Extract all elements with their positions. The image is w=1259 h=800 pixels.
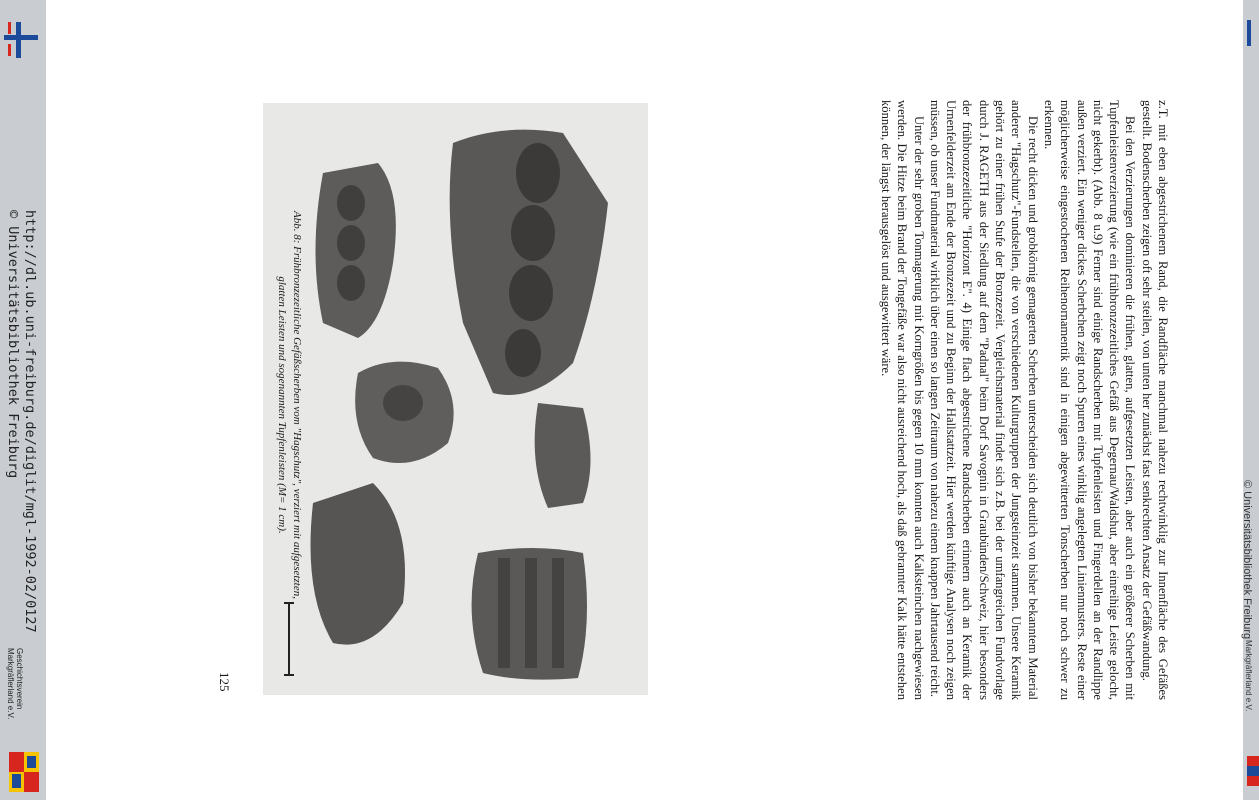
side-logo-text — [6, 648, 24, 719]
right-logo-icon — [1243, 18, 1259, 48]
document-page — [46, 0, 1243, 800]
figure-caption — [274, 145, 304, 665]
paragraph-3: Die recht dicken und grobkörnig gemagerten Scherben unterscheiden sich deutlich von bisher bekanntem Material anderer "Hagschutz"-Fundstellen, die von verschiedenen Kulturgruppen der Jungsteinzeit stammen. Unsere Keramik gehört zu einer frühen Stufe der Bronzezeit. Vergleichsmaterial findet sich z.B. bei der umfangreichen Fundvorlage durch J. RAGETH aus der Siedlung auf dem "Padnal" beim Dorf Savognin in Graubünden/Schweiz, hier besonders der frühbronzezeitliche "Horizont E". 4) Einige flach abgestrichene Randscherben erinnern auch an Keramik der Urnenfelderzeit am Ende der Bronzezeit und zu Beginn der Hallstattzeit. Hier werden künftige Analysen noch zeigen müssen, ob unser Fundmaterial wirklich über einen so langen Zeitraum von nahezu einem knappen Jahrtausend reicht. — [927, 100, 1040, 700]
logo-line-1: Geschichtsverein — [15, 648, 24, 710]
body-text — [878, 100, 1171, 700]
paragraph-4: Unter der sehr groben Tonmagerung mit Korngrößen bis gegen 10 mm konnten auch Kalksteinchen nachgewiesen werden. Die Hitze beim Brand der Tongefäße war also nicht ausreichend hoch, als daß gebrannter Kalk hätte entstehen können, der längst herausgelöst und ausgewittert wäre. — [878, 100, 926, 700]
paragraph-2: Bei den Verzierungen dominieren die frühen, glatten, aufgesetzten Leisten, aber auch ein größerer Scherben mit Tupfenleistenverzierung (wie ein frühbronzezeitliches Gefäß aus Degernau/Waldshut, aber einreihige Leiste gelocht, nicht gekerbt). (Abb. 8 u.9) Ferner sind einige Randscherben mit Tupfenleisten und Fingerdellen an der Randlippe außen verziert. Ein weniger dickes Scherbchen zeigt noch Spuren eines winklig angelegten Linienmusters. Reste einer möglicherweise eingestochenen Reihenornamentik sind in einigen abgewitterten Tonscherben nur noch schwer zu erkennen. — [1041, 100, 1138, 700]
paragraph-1: z.T. mit eben abgestrichenem Rand, die Randfläche manchmal nahezu rechtwinklig zur Innenfläche des Gefäßes gestellt. Bodenscherben zeigen oft sehr steilen, von unten her zunächst fast senkrechten Ansatz der Gefäßwandung. — [1139, 100, 1170, 700]
right-coat-icon — [1243, 756, 1259, 786]
right-edge-text-1: © Universitätsbibliothek Freiburg — [1241, 480, 1253, 640]
copyright-text: © Universitätsbibliothek Freiburg — [5, 210, 21, 479]
page-number: 125 — [217, 672, 232, 692]
top-left-logo-icon — [2, 20, 42, 60]
right-edge-text-2: Markgräflerland e.V. — [1244, 640, 1253, 712]
caption-line-1: Abb. 8: Frühbronzezeitliche Gefäßscherben vom "Hagschutz", verziert mit aufgesetzten, — [291, 211, 303, 599]
caption-line-2: glatten Leisten und sogenannten Tupfenleisten (M= 1 cm). — [276, 276, 288, 534]
side-url[interactable] — [4, 210, 38, 633]
logo-line-2: Markgräflerland e.V. — [6, 648, 15, 720]
pottery-sherds-photo — [263, 103, 648, 695]
coat-of-arms-icon — [9, 752, 39, 792]
url-text[interactable]: http://dl.ub.uni-freiburg.de/diglit/mgl-1992-02/0127 — [22, 210, 38, 633]
